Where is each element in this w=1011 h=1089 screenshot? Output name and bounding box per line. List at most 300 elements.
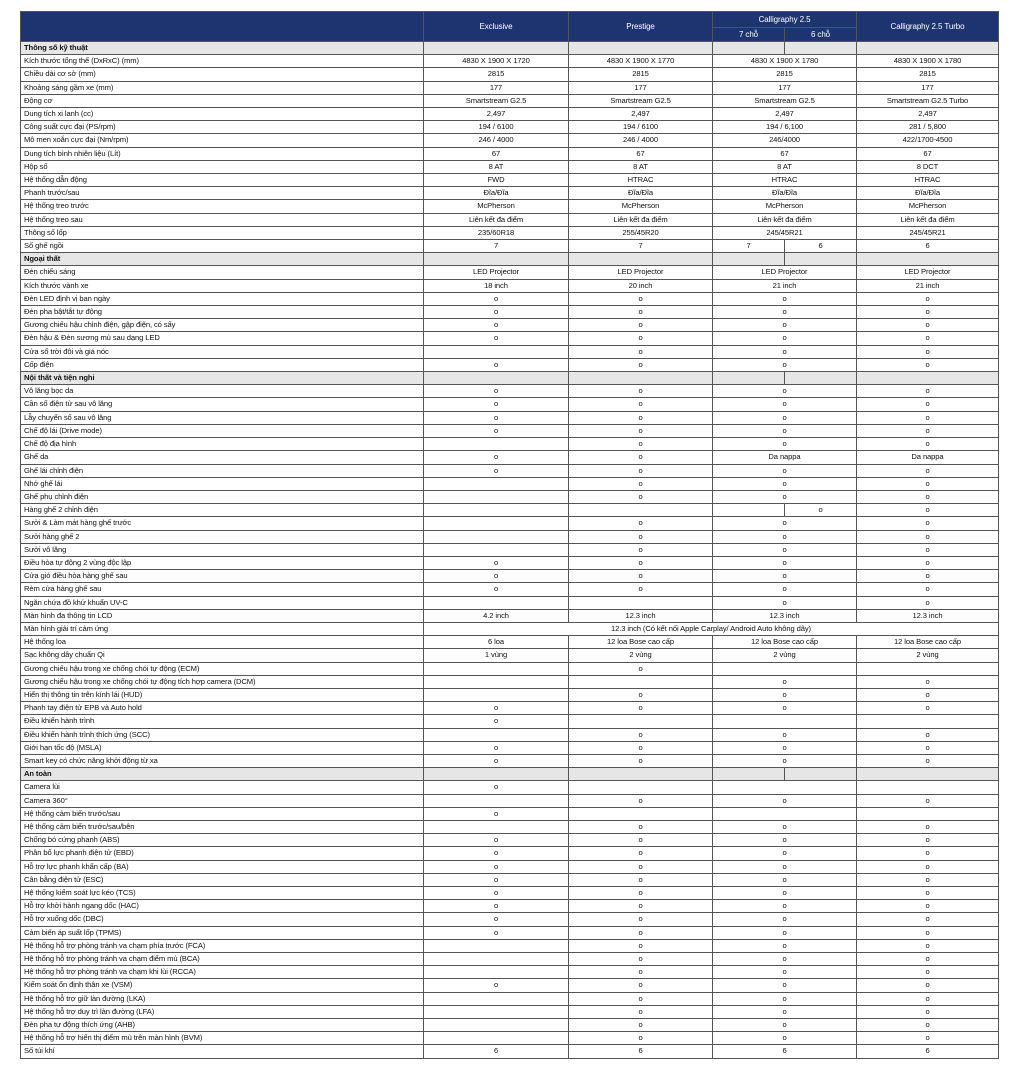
value-calligraphy: o — [713, 411, 857, 424]
value-exclusive: o — [424, 385, 569, 398]
value-calligraphy: o — [713, 741, 857, 754]
value-calligraphy-turbo: o — [857, 464, 999, 477]
header-6-seats: 6 chỗ — [785, 28, 857, 42]
row-label: Hỗ trợ khởi hành ngang dốc (HAC) — [21, 900, 424, 913]
section-empty-cell — [713, 253, 785, 266]
section-empty-cell — [785, 42, 857, 55]
value-exclusive — [424, 953, 569, 966]
value-prestige: o — [569, 319, 713, 332]
value-calligraphy-turbo: o — [857, 953, 999, 966]
row-label: Hệ thống hỗ trợ duy trì làn đường (LFA) — [21, 1005, 424, 1018]
table-row — [21, 1019, 999, 1032]
value-exclusive: o — [424, 464, 569, 477]
table-row — [21, 332, 999, 345]
section-empty-cell — [569, 768, 713, 781]
row-label: Ghế lái chỉnh điện — [21, 464, 424, 477]
value-prestige: 246 / 4000 — [569, 134, 713, 147]
value-prestige: 8 AT — [569, 160, 713, 173]
row-label: Số ghế ngồi — [21, 240, 424, 253]
value-calligraphy: o — [713, 675, 857, 688]
table-row — [21, 873, 999, 886]
value-calligraphy-turbo — [857, 807, 999, 820]
table-row — [21, 438, 999, 451]
section-title: Thông số kỹ thuật — [21, 42, 424, 55]
value-exclusive — [424, 992, 569, 1005]
value-calligraphy: o — [713, 728, 857, 741]
row-label: Chế độ lái (Drive mode) — [21, 424, 424, 437]
table-row — [21, 108, 999, 121]
value-prestige: Đĩa/Đĩa — [569, 187, 713, 200]
value-calligraphy-turbo: o — [857, 583, 999, 596]
value-calligraphy: o — [713, 834, 857, 847]
value-calligraphy — [713, 715, 857, 728]
value-exclusive: 246 / 4000 — [424, 134, 569, 147]
value-calligraphy-turbo: o — [857, 438, 999, 451]
value-prestige — [569, 715, 713, 728]
table-row — [21, 1045, 999, 1058]
table-row — [21, 266, 999, 279]
row-label: Hiển thị thông tin trên kính lái (HUD) — [21, 688, 424, 701]
value-calligraphy: o — [713, 794, 857, 807]
value-calligraphy: 177 — [713, 81, 857, 94]
value-calligraphy-turbo: o — [857, 424, 999, 437]
table-row — [21, 860, 999, 873]
value-exclusive: LED Projector — [424, 266, 569, 279]
row-label: Smart key có chức năng khởi động từ xa — [21, 754, 424, 767]
value-exclusive: 4830 X 1900 X 1720 — [424, 55, 569, 68]
value-calligraphy: 2815 — [713, 68, 857, 81]
value-calligraphy: Smartstream G2.5 — [713, 94, 857, 107]
section-empty-cell — [569, 372, 713, 385]
value-exclusive: o — [424, 424, 569, 437]
value-calligraphy: McPherson — [713, 200, 857, 213]
value-exclusive: 194 / 6100 — [424, 121, 569, 134]
value-exclusive: FWD — [424, 174, 569, 187]
section-title: Nội thất và tiện nghi — [21, 372, 424, 385]
value-calligraphy: o — [713, 887, 857, 900]
section-empty-cell — [424, 253, 569, 266]
row-label: Phanh tay điện tử EPB và Auto hold — [21, 702, 424, 715]
table-row — [21, 55, 999, 68]
row-label: Gương chiếu hậu trong xe chống chói tự động tích hợp camera (DCM) — [21, 675, 424, 688]
row-label: Cân bằng điện tử (ESC) — [21, 873, 424, 886]
value-prestige: o — [569, 1005, 713, 1018]
table-row — [21, 847, 999, 860]
value-exclusive: 67 — [424, 147, 569, 160]
row-label: Điều hòa tự động 2 vùng độc lập — [21, 556, 424, 569]
value-calligraphy-turbo: 2,497 — [857, 108, 999, 121]
value-prestige: o — [569, 464, 713, 477]
row-label: Hệ thống hỗ trợ phòng tránh va chạm điểm mù (BCA) — [21, 953, 424, 966]
row-label: Hệ thống loa — [21, 636, 424, 649]
row-label: Hỗ trợ xuống dốc (DBC) — [21, 913, 424, 926]
row-label: Cửa sổ trời đôi và giá nóc — [21, 345, 424, 358]
row-label: Điều khiển hành trình thích ứng (SCC) — [21, 728, 424, 741]
row-label: Hệ thống kiểm soát lực kéo (TCS) — [21, 887, 424, 900]
value-calligraphy-turbo: o — [857, 939, 999, 952]
row-label: Hệ thống treo sau — [21, 213, 424, 226]
value-calligraphy: 4830 X 1900 X 1780 — [713, 55, 857, 68]
value-exclusive: o — [424, 332, 569, 345]
value-exclusive: McPherson — [424, 200, 569, 213]
value-calligraphy: o — [713, 438, 857, 451]
table-row — [21, 570, 999, 583]
table-row — [21, 636, 999, 649]
table-row — [21, 794, 999, 807]
section-header-row — [21, 372, 999, 385]
value-calligraphy-turbo: o — [857, 596, 999, 609]
row-label: Dung tích bình nhiên liệu (Lít) — [21, 147, 424, 160]
section-empty-cell — [569, 42, 713, 55]
value-calligraphy-turbo: o — [857, 292, 999, 305]
value-calligraphy: 12.3 inch — [713, 609, 857, 622]
row-label: Đèn pha tự động thích ứng (AHB) — [21, 1019, 424, 1032]
row-label: Gương chiếu hậu trong xe chống chói tự động (ECM) — [21, 662, 424, 675]
value-exclusive: o — [424, 860, 569, 873]
value-exclusive: o — [424, 319, 569, 332]
table-row — [21, 781, 999, 794]
table-row — [21, 754, 999, 767]
table-row — [21, 398, 999, 411]
value-calligraphy: o — [713, 556, 857, 569]
value-exclusive: o — [424, 715, 569, 728]
value-calligraphy-turbo: 245/45R21 — [857, 226, 999, 239]
value-prestige: o — [569, 926, 713, 939]
row-label: Hệ thống hỗ trợ phòng tránh va chạm khi lùi (RCCA) — [21, 966, 424, 979]
row-label: Hệ thống treo trước — [21, 200, 424, 213]
section-empty-cell — [857, 768, 999, 781]
value-calligraphy-turbo: o — [857, 1005, 999, 1018]
row-label: Đèn chiếu sáng — [21, 266, 424, 279]
table-row — [21, 226, 999, 239]
value-calligraphy-turbo: o — [857, 675, 999, 688]
value-exclusive: o — [424, 556, 569, 569]
table-row — [21, 807, 999, 820]
value-calligraphy-turbo: o — [857, 741, 999, 754]
value-calligraphy-turbo: o — [857, 345, 999, 358]
value-calligraphy: o — [713, 385, 857, 398]
value-calligraphy: o — [713, 754, 857, 767]
value-calligraphy — [713, 781, 857, 794]
value-calligraphy: o — [713, 979, 857, 992]
row-label: Nhớ ghế lái — [21, 477, 424, 490]
value-prestige: o — [569, 728, 713, 741]
value-exclusive — [424, 345, 569, 358]
row-label: Sạc không dây chuẩn Qi — [21, 649, 424, 662]
value-calligraphy-turbo: o — [857, 1019, 999, 1032]
value-calligraphy: 2,497 — [713, 108, 857, 121]
value-prestige: o — [569, 873, 713, 886]
value-prestige: o — [569, 530, 713, 543]
table-row — [21, 688, 999, 701]
value-calligraphy-turbo: o — [857, 702, 999, 715]
section-empty-cell — [424, 372, 569, 385]
value-prestige: o — [569, 517, 713, 530]
value-exclusive: 18 inch — [424, 279, 569, 292]
value-prestige: o — [569, 847, 713, 860]
value-prestige: o — [569, 1032, 713, 1045]
value-exclusive: 4.2 inch — [424, 609, 569, 622]
row-label: Dung tích xi lanh (cc) — [21, 108, 424, 121]
table-row — [21, 94, 999, 107]
value-calligraphy: o — [713, 820, 857, 833]
row-label: Cảm biến áp suất lốp (TPMS) — [21, 926, 424, 939]
table-row — [21, 728, 999, 741]
table-header — [21, 12, 999, 42]
table-row — [21, 81, 999, 94]
table-row — [21, 504, 999, 517]
table-row — [21, 279, 999, 292]
value-exclusive — [424, 438, 569, 451]
value-prestige: o — [569, 345, 713, 358]
value-calligraphy: o — [713, 939, 857, 952]
table-row — [21, 306, 999, 319]
row-label: Chiều dài cơ sở (mm) — [21, 68, 424, 81]
row-label: Cần số điện tử sau vô lăng — [21, 398, 424, 411]
value-prestige: o — [569, 358, 713, 371]
table-row — [21, 675, 999, 688]
value-calligraphy: o — [713, 966, 857, 979]
value-7-seats — [713, 504, 785, 516]
table-row — [21, 556, 999, 569]
value-calligraphy: o — [713, 913, 857, 926]
value-exclusive — [424, 530, 569, 543]
value-prestige: o — [569, 702, 713, 715]
value-calligraphy-turbo: o — [857, 728, 999, 741]
value-prestige: o — [569, 556, 713, 569]
value-calligraphy: o — [713, 688, 857, 701]
value-exclusive — [424, 596, 569, 609]
row-label: Lẫy chuyển số sau vô lăng — [21, 411, 424, 424]
row-label: Ghế phụ chỉnh điện — [21, 490, 424, 503]
row-label: Vô lăng bọc da — [21, 385, 424, 398]
value-prestige: 2,497 — [569, 108, 713, 121]
row-label: Đèn hậu & Đèn sương mù sau dạng LED — [21, 332, 424, 345]
table-row — [21, 900, 999, 913]
value-calligraphy-turbo: o — [857, 754, 999, 767]
value-calligraphy: HTRAC — [713, 174, 857, 187]
value-calligraphy-split — [713, 504, 857, 517]
row-label: Chống bó cứng phanh (ABS) — [21, 834, 424, 847]
value-prestige: o — [569, 741, 713, 754]
value-calligraphy-split — [713, 240, 857, 253]
value-calligraphy: 246/4000 — [713, 134, 857, 147]
value-exclusive: o — [424, 926, 569, 939]
row-label: Sưởi hàng ghế 2 — [21, 530, 424, 543]
value-exclusive: o — [424, 900, 569, 913]
value-prestige: o — [569, 953, 713, 966]
value-calligraphy: o — [713, 530, 857, 543]
value-calligraphy-turbo: o — [857, 900, 999, 913]
section-empty-cell — [785, 253, 857, 266]
table-row — [21, 715, 999, 728]
value-prestige: o — [569, 794, 713, 807]
value-exclusive: o — [424, 583, 569, 596]
value-prestige: o — [569, 385, 713, 398]
value-calligraphy: o — [713, 596, 857, 609]
value-calligraphy-turbo: 21 inch — [857, 279, 999, 292]
value-prestige: o — [569, 398, 713, 411]
row-label: Màn hình đa thông tin LCD — [21, 609, 424, 622]
value-calligraphy: 12 loa Bose cao cấp — [713, 636, 857, 649]
value-prestige — [569, 807, 713, 820]
value-calligraphy-turbo: o — [857, 966, 999, 979]
value-calligraphy-turbo: o — [857, 358, 999, 371]
value-calligraphy-turbo: o — [857, 411, 999, 424]
section-empty-cell — [569, 253, 713, 266]
value-calligraphy-turbo: o — [857, 477, 999, 490]
value-calligraphy: 6 — [713, 1045, 857, 1058]
value-exclusive: o — [424, 754, 569, 767]
spanning-value-cell: 12.3 inch (Có kết nối Apple Carplay/ Android Auto không dây) — [424, 622, 999, 635]
value-calligraphy-turbo: o — [857, 556, 999, 569]
value-6-seats: 6 — [818, 241, 823, 251]
row-label: Khoảng sáng gầm xe (mm) — [21, 81, 424, 94]
value-calligraphy: o — [713, 583, 857, 596]
header-prestige: Prestige — [569, 12, 713, 42]
section-header-row — [21, 768, 999, 781]
value-prestige — [569, 781, 713, 794]
table-row — [21, 424, 999, 437]
value-prestige: LED Projector — [569, 266, 713, 279]
row-label: Đèn LED định vị ban ngày — [21, 292, 424, 305]
value-calligraphy-turbo: o — [857, 319, 999, 332]
value-calligraphy-turbo: 177 — [857, 81, 999, 94]
value-calligraphy: o — [713, 847, 857, 860]
table-row — [21, 160, 999, 173]
table-row — [21, 490, 999, 503]
section-empty-cell — [857, 42, 999, 55]
value-prestige: Smartstream G2.5 — [569, 94, 713, 107]
value-calligraphy-turbo: 67 — [857, 147, 999, 160]
value-prestige: o — [569, 583, 713, 596]
section-empty-cell — [424, 42, 569, 55]
table-row — [21, 385, 999, 398]
value-exclusive: o — [424, 570, 569, 583]
value-calligraphy: o — [713, 1005, 857, 1018]
value-calligraphy: o — [713, 358, 857, 371]
value-prestige: 177 — [569, 81, 713, 94]
value-exclusive: o — [424, 873, 569, 886]
row-label: Điều khiển hành trình — [21, 715, 424, 728]
row-label: Kích thước vành xe — [21, 279, 424, 292]
table-row — [21, 953, 999, 966]
value-prestige: 67 — [569, 147, 713, 160]
table-row — [21, 1032, 999, 1045]
value-exclusive — [424, 662, 569, 675]
value-prestige: o — [569, 1019, 713, 1032]
value-calligraphy: o — [713, 517, 857, 530]
value-calligraphy-turbo: o — [857, 1032, 999, 1045]
value-exclusive — [424, 939, 569, 952]
value-calligraphy-turbo: LED Projector — [857, 266, 999, 279]
value-calligraphy-turbo: o — [857, 570, 999, 583]
value-calligraphy: o — [713, 953, 857, 966]
value-prestige: o — [569, 900, 713, 913]
value-prestige: 6 — [569, 1045, 713, 1058]
row-label: Mô men xoắn cực đại (Nm/rpm) — [21, 134, 424, 147]
row-label: Giới hạn tốc độ (MSLA) — [21, 741, 424, 754]
value-calligraphy: o — [713, 873, 857, 886]
value-calligraphy-turbo: o — [857, 834, 999, 847]
value-calligraphy-turbo: o — [857, 306, 999, 319]
value-exclusive — [424, 477, 569, 490]
row-label: Phanh trước/sau — [21, 187, 424, 200]
value-prestige: o — [569, 451, 713, 464]
value-calligraphy: o — [713, 543, 857, 556]
table-row — [21, 887, 999, 900]
value-calligraphy: Da nappa — [713, 451, 857, 464]
value-calligraphy-turbo: o — [857, 398, 999, 411]
header-calligraphy-turbo: Calligraphy 2.5 Turbo — [857, 12, 999, 42]
row-label: Công suất cực đại (PS/rpm) — [21, 121, 424, 134]
value-calligraphy-turbo — [857, 715, 999, 728]
value-exclusive: o — [424, 781, 569, 794]
value-calligraphy-turbo: o — [857, 332, 999, 345]
value-prestige: o — [569, 662, 713, 675]
table-row — [21, 292, 999, 305]
table-row — [21, 741, 999, 754]
value-exclusive — [424, 688, 569, 701]
value-calligraphy: o — [713, 345, 857, 358]
value-prestige: o — [569, 543, 713, 556]
table-row — [21, 543, 999, 556]
value-calligraphy: o — [713, 992, 857, 1005]
value-calligraphy: o — [713, 1019, 857, 1032]
value-prestige: 2815 — [569, 68, 713, 81]
section-empty-cell — [713, 42, 785, 55]
table-row — [21, 939, 999, 952]
value-prestige: o — [569, 411, 713, 424]
value-prestige: o — [569, 688, 713, 701]
value-calligraphy-turbo: Liên kết đa điểm — [857, 213, 999, 226]
table-row — [21, 662, 999, 675]
value-calligraphy: 194 / 6,100 — [713, 121, 857, 134]
value-calligraphy-turbo: 8 DCT — [857, 160, 999, 173]
value-calligraphy: o — [713, 702, 857, 715]
value-calligraphy: o — [713, 332, 857, 345]
row-label: Ghế da — [21, 451, 424, 464]
value-calligraphy: o — [713, 570, 857, 583]
value-prestige: 12.3 inch — [569, 609, 713, 622]
value-calligraphy: o — [713, 306, 857, 319]
value-calligraphy-turbo: Da nappa — [857, 451, 999, 464]
value-calligraphy: o — [713, 900, 857, 913]
table-row — [21, 213, 999, 226]
row-label: Hệ thống cảm biến trước/sau — [21, 807, 424, 820]
value-prestige: o — [569, 424, 713, 437]
value-prestige: 7 — [569, 240, 713, 253]
value-calligraphy: o — [713, 926, 857, 939]
section-empty-cell — [785, 768, 857, 781]
value-calligraphy: o — [713, 1032, 857, 1045]
table-row — [21, 913, 999, 926]
row-label: Thông số lốp — [21, 226, 424, 239]
value-prestige: o — [569, 477, 713, 490]
row-label: Phân bổ lực phanh điện tử (EBD) — [21, 847, 424, 860]
table-body — [21, 42, 999, 1059]
value-calligraphy: 67 — [713, 147, 857, 160]
table-row — [21, 319, 999, 332]
value-exclusive: 1 vùng — [424, 649, 569, 662]
value-exclusive: 6 — [424, 1045, 569, 1058]
value-prestige: 12 loa Bose cao cấp — [569, 636, 713, 649]
row-label: Gương chiếu hậu chỉnh điện, gập điện, có sấy — [21, 319, 424, 332]
row-label: Cốp điện — [21, 358, 424, 371]
value-calligraphy: Liên kết đa điểm — [713, 213, 857, 226]
value-prestige: o — [569, 292, 713, 305]
table-row — [21, 820, 999, 833]
